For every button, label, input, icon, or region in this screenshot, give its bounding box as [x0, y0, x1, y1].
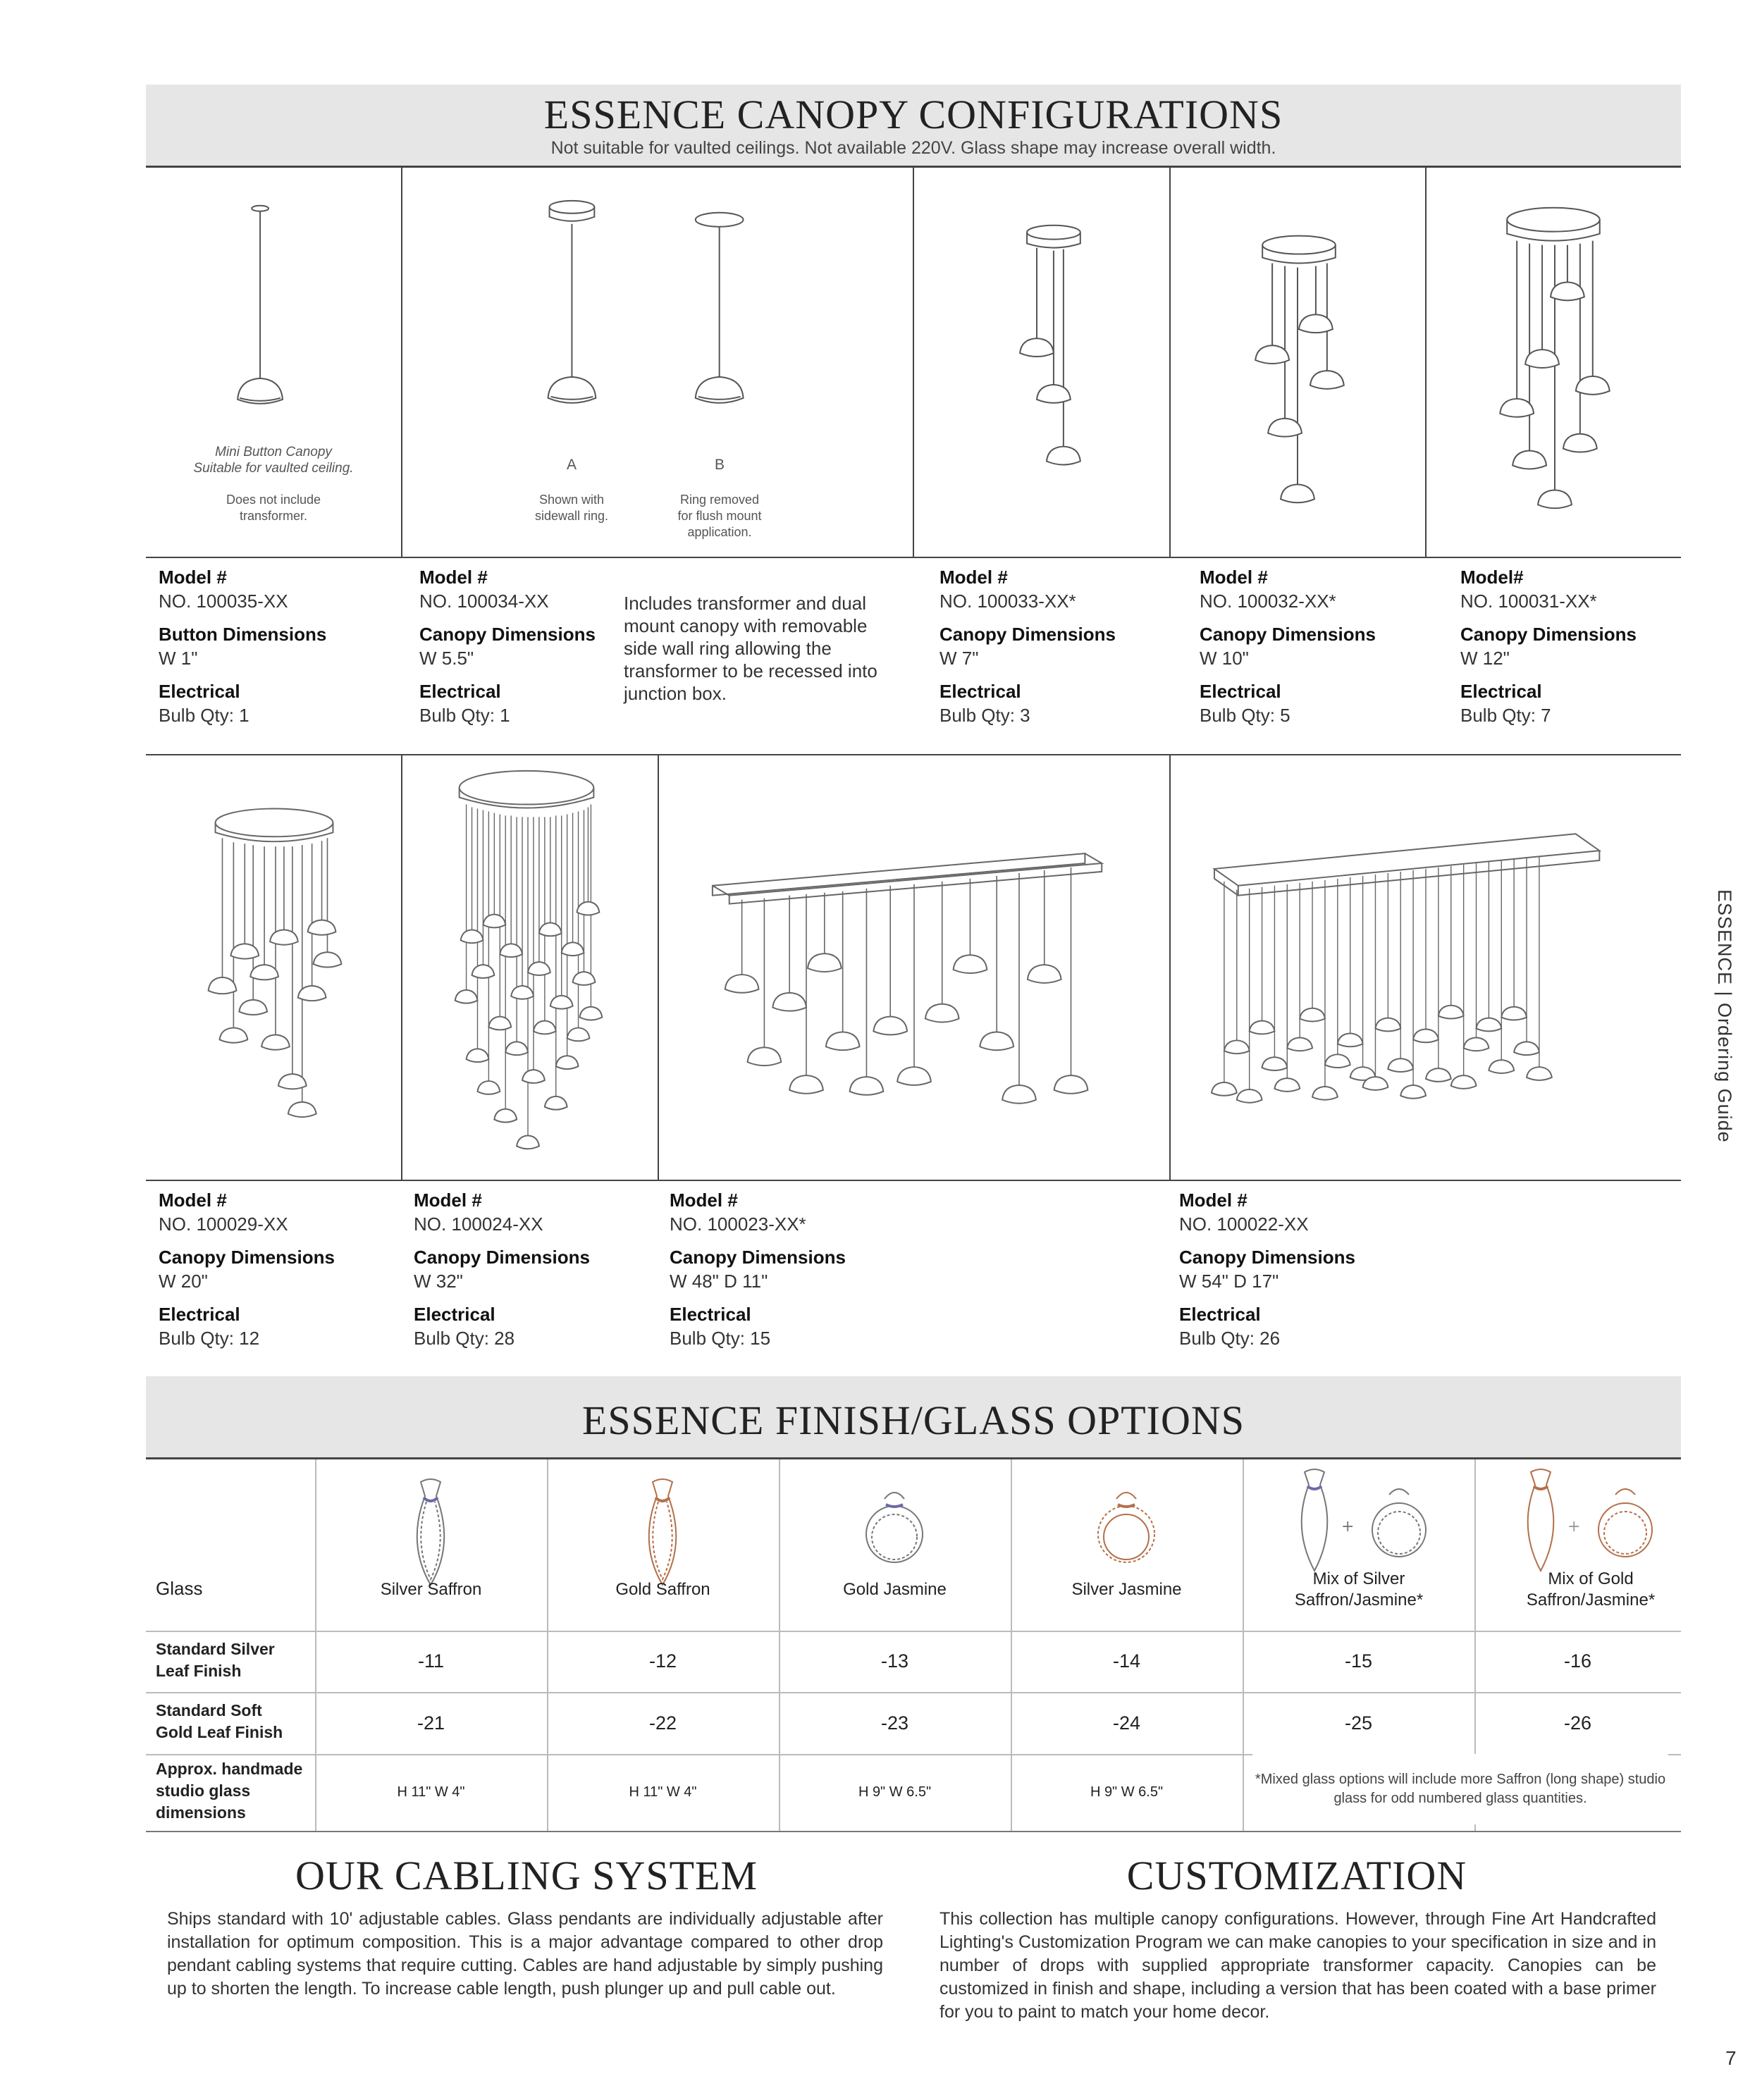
code-cell: -15 [1344, 1650, 1373, 1672]
canopy-row-1 [146, 168, 1681, 558]
code-cell: -25 [1344, 1712, 1373, 1734]
col-silver-jasmine: Silver Jasmine [1071, 1580, 1182, 1599]
code-cell: -16 [1563, 1650, 1592, 1672]
spec-100029: Model # NO. 100029-XX Canopy Dimensions W 20" Electrical Bulb Qty: 12 [159, 1190, 335, 1349]
pendant-drawing-12 [146, 755, 401, 1180]
col-mix-gold: Mix of Gold Saffron/Jasmine* [1526, 1569, 1656, 1610]
illustration-100033 [913, 168, 1169, 557]
spec-100033: Model # NO. 100033-XX* Canopy Dimensions W 7" Electrical Bulb Qty: 3 [939, 567, 1116, 726]
code-cell: -13 [880, 1650, 909, 1672]
pendant-drawing-5 [1169, 168, 1425, 557]
page-number: 7 [1725, 2047, 1737, 2069]
code-cell: -23 [880, 1712, 909, 1734]
code-cell: -24 [1112, 1712, 1141, 1734]
code-cell: -26 [1563, 1712, 1592, 1734]
code-cell: -14 [1112, 1650, 1141, 1672]
dims-label: Approx. handmade studio glass dimensions [156, 1760, 303, 1822]
illustration-100023 [658, 755, 1169, 1180]
cabling-title: OUR CABLING SYSTEM [295, 1853, 758, 1898]
pendant-drawing-26 [1169, 755, 1681, 1180]
canopy-row-2 [146, 754, 1681, 1181]
illustration-100024 [401, 755, 658, 1180]
col-silver-saffron: Silver Saffron [380, 1580, 482, 1599]
illustration-100022 [1169, 755, 1681, 1180]
pendant-drawing-3 [913, 168, 1169, 557]
customization-title: CUSTOMIZATION [1126, 1853, 1467, 1898]
spec-100022: Model # NO. 100022-XX Canopy Dimensions W 54" D 17" Electrical Bulb Qty: 26 [1179, 1190, 1355, 1349]
mixed-glass-note: *Mixed glass options will include more Saffron (long shape) studio glass for odd numbered glass quantities. [1252, 1754, 1668, 1824]
row-gold-leaf-label: Standard Soft Gold Leaf Finish [156, 1701, 283, 1741]
side-label: ESSENCE | Ordering Guide [1714, 889, 1735, 1143]
canopy-subtitle: Not suitable for vaulted ceilings. Not available 220V. Glass shape may increase overall width. [550, 138, 1276, 158]
illustration-100032 [1169, 168, 1425, 557]
spec-100023: Model # NO. 100023-XX* Canopy Dimensions W 48" D 11" Electrical Bulb Qty: 15 [670, 1190, 846, 1349]
spec-100034: Model # NO. 100034-XX Canopy Dimensions W 5.5" Electrical Bulb Qty: 1 [419, 567, 596, 726]
transformer-note: Includes transformer and dual mount canopy with removable side wall ring allowing the transformer to be recessed into junction box. [624, 593, 877, 704]
code-cell: -21 [417, 1712, 445, 1734]
pendant-drawing-15 [658, 755, 1169, 1180]
col-mix-silver: Mix of Silver Saffron/Jasmine* [1294, 1569, 1424, 1610]
spec-100035: Model # NO. 100035-XX Button Dimensions W 1" Electrical Bulb Qty: 1 [159, 567, 327, 726]
svg-text:+: + [1567, 1518, 1581, 1536]
code-cell: -22 [648, 1712, 677, 1734]
col-gold-saffron: Gold Saffron [615, 1580, 710, 1599]
pendant-drawing-ab [401, 168, 913, 557]
label-b: B [714, 457, 725, 473]
illustration-100029 [146, 755, 401, 1180]
spec-100024: Model # NO. 100024-XX Canopy Dimensions W 32" Electrical Bulb Qty: 28 [414, 1190, 590, 1349]
dim-cell: H 11" W 4" [629, 1784, 697, 1800]
finish-header [146, 1376, 1681, 1459]
dim-cell: H 9" W 6.5" [1090, 1784, 1164, 1800]
canopy-header [146, 85, 1681, 168]
illustration-100035: Mini Button Canopy Suitable for vaulted ceiling. Does not include transformer. [146, 168, 401, 557]
glass-label: Glass [156, 1578, 203, 1599]
customization-text: This collection has multiple canopy configurations. However, through Fine Art Handcrafted Lighting's Customization Program we can make canopies to your specification in size and in number of drops with supplied appropriate transformer capacity. Canopies can be customized in finish and shape, including a version that has been coated with a base primer for you to paint to match your home decor. [939, 1909, 1656, 2022]
code-cell: -11 [417, 1650, 445, 1672]
svg-text:+: + [1341, 1518, 1355, 1536]
illustration-100034: A B Shown with sidewall ring. Ring removed for flush mount application. [401, 168, 913, 557]
label-a: A [566, 457, 577, 473]
pendant-drawing-28 [401, 755, 658, 1180]
spec-100032: Model # NO. 100032-XX* Canopy Dimensions W 10" Electrical Bulb Qty: 5 [1200, 567, 1376, 726]
illustration-100031 [1425, 168, 1681, 557]
dim-cell: H 9" W 6.5" [858, 1784, 932, 1800]
dim-cell: H 11" W 4" [397, 1784, 465, 1800]
finish-title: ESSENCE FINISH/GLASS OPTIONS [581, 1397, 1245, 1443]
cabling-text: Ships standard with 10' adjustable cables. Glass pendants are individually adjustable after installation for optimum composition. This is a major advantage compared to other drop pendant cabling systems that require cutting. Cables are hand adjustable by simply pushing up to shorten the length. To increase cable length, push plunger up and pull cable out. [167, 1909, 883, 1999]
spec-100031: Model# NO. 100031-XX* Canopy Dimensions W 12" Electrical Bulb Qty: 7 [1460, 567, 1637, 726]
code-cell: -12 [648, 1650, 677, 1672]
col-gold-jasmine: Gold Jasmine [843, 1580, 947, 1599]
pendant-drawing-7 [1425, 168, 1681, 557]
canopy-title: ESSENCE CANOPY CONFIGURATIONS [543, 92, 1283, 137]
row-silver-leaf-label: Standard Silver Leaf Finish [156, 1640, 275, 1680]
